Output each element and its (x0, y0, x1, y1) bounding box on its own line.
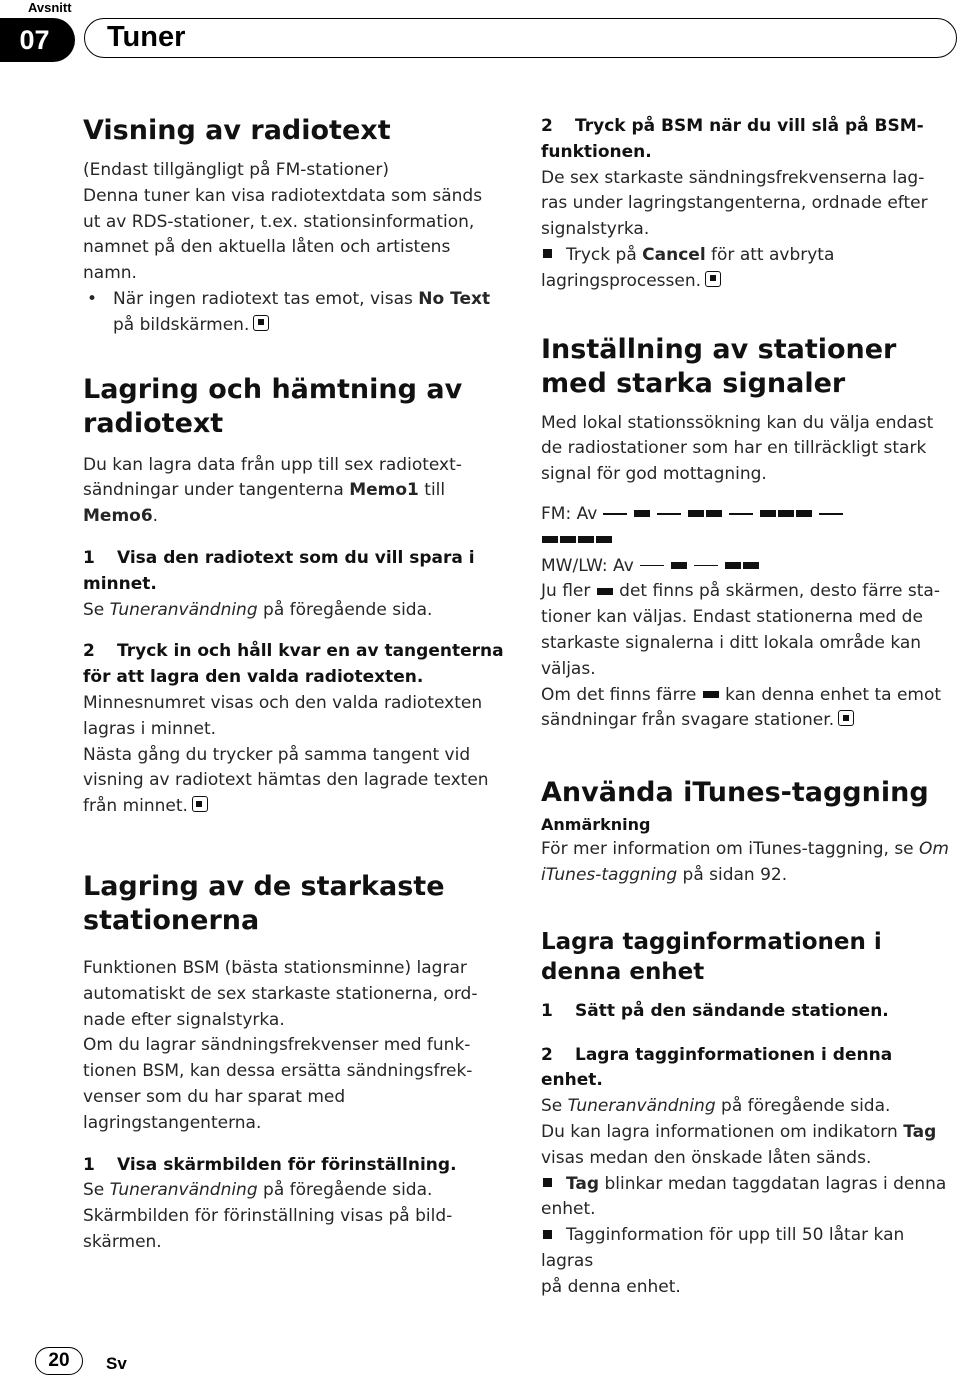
signal-bar-icon (634, 510, 650, 517)
heading-store-radiotext: Lagring och hämtning av radiotext (83, 373, 463, 439)
note-heading: Anmärkning (541, 815, 651, 835)
signal-bar-icon (597, 588, 613, 595)
paragraph-line: signal för god mottagning. (541, 464, 767, 485)
paragraph-line: automatiskt de sex starkaste stationerna, ord- (83, 983, 478, 1004)
paragraph-line: Memo6. (83, 506, 159, 527)
paragraph-line: Denna tuner kan visa radiotextdata som sänds (83, 185, 483, 206)
chapter-title: Tuner (107, 21, 186, 53)
paragraph-line: Skärmbilden för förinställning visas på bild- (83, 1206, 453, 1227)
bullet-icon: • (87, 288, 98, 309)
signal-bar-icon (688, 510, 704, 517)
paragraph-line: iTunes-taggning på sidan 92. (541, 864, 788, 885)
fm-sequence-cont (541, 528, 959, 554)
paragraph-line: Funktionen BSM (bästa stationsminne) lagrar (83, 957, 467, 978)
paragraph-line: ut av RDS-stationer, t.ex. stationsinformation, (83, 211, 475, 232)
step-heading: 2 Tryck in och håll kvar en av tangenterna (83, 641, 504, 662)
signal-bar-icon (706, 510, 722, 517)
signal-bar-icon (778, 510, 794, 517)
tag-label: Tag (566, 1173, 600, 1194)
cross-reference: Se Tuneranvändning på föregående sida. (83, 1180, 433, 1201)
paragraph-line: Nästa gång du trycker på samma tangent vid (83, 744, 471, 765)
signal-bar-icon (542, 536, 558, 543)
heading-itunes-tagging: Använda iTunes-taggning (541, 777, 929, 809)
step-heading: 1 Sätt på den sändande stationen. (541, 1000, 889, 1021)
paragraph-line: Om du lagrar sändningsfrekvenser med funk- (83, 1035, 471, 1056)
step-heading: 2 Lagra tagginformationen i denna (541, 1044, 893, 1065)
step-heading-cont: för att lagra den valda radiotexten. (83, 667, 424, 688)
paragraph-line: ras under lagringstangenterna, ordnade efter (541, 193, 928, 214)
paragraph-line: visas medan den önskade låten sänds. (541, 1147, 872, 1168)
paragraph-line: tioner kan väljas. Endast stationerna med de (541, 607, 923, 628)
bullet-item: Tagginformation för upp till 50 låtar kan lagras (541, 1225, 905, 1271)
paragraph-line: starkaste signalerna i ditt lokala område kan (541, 632, 922, 653)
step-heading-cont: enhet. (541, 1070, 603, 1091)
paragraph-line: från minnet. (83, 794, 508, 820)
paragraph-line: skärmen. (83, 1231, 162, 1252)
paragraph-line: Med lokal stationssökning kan du välja endast (541, 412, 934, 433)
paragraph-line: Om det finns färre kan denna enhet ta emot (541, 684, 942, 705)
square-bullet-icon (543, 1230, 552, 1239)
bullet-continuation: enhet. (541, 1199, 596, 1220)
cross-reference: Se Tuneranvändning på föregående sida. (83, 599, 433, 620)
memo6-label: Memo6 (83, 506, 153, 527)
paragraph-line: Du kan lagra informationen om indikatorn Tag (541, 1121, 937, 1142)
paragraph-line: sändningar från svagare stationer. (541, 708, 959, 734)
signal-bar-icon (596, 536, 612, 543)
end-mark-icon (253, 315, 269, 331)
paragraph-line: de radiostationer som har en tillräckligt stark (541, 438, 927, 459)
left-column (83, 108, 508, 1256)
tuner-usage-link: Tuneranvändning (109, 599, 258, 620)
paragraph-line: Minnesnumret visas och den valda radiotexten (83, 692, 483, 713)
language-code: Sv (106, 1354, 127, 1373)
paragraph-line: namn. (83, 263, 137, 284)
signal-bar-icon (671, 562, 687, 569)
paragraph-line: nade efter signalstyrka. (83, 1009, 285, 1030)
step-heading: 1 Visa den radiotext som du vill spara i (83, 547, 475, 568)
end-mark-icon (705, 271, 721, 287)
signal-bar-icon (725, 562, 741, 569)
no-text-label: No Text (418, 288, 491, 309)
step-heading: 1 Visa skärmbilden för förinställning. (83, 1154, 457, 1175)
bullet-continuation: lagringsprocessen. (541, 269, 959, 295)
paragraph-line: För mer information om iTunes-taggning, se Om (541, 839, 949, 860)
itunes-tagging-link: iTunes-taggning (541, 864, 678, 885)
step-heading-cont: minnet. (83, 573, 157, 594)
paragraph-line: signalstyrka. (541, 219, 650, 240)
tuner-usage-link: Tuneranvändning (567, 1096, 716, 1117)
mwlw-sequence: MW/LW: Av (541, 554, 959, 580)
heading-store-strongest: Lagring av de starkaste stationerna (83, 870, 445, 936)
paragraph-line: sändningar under tangenterna Memo1 till (83, 480, 446, 501)
paragraph-line: lagras i minnet. (83, 718, 217, 739)
paragraph-line: visning av radiotext hämtas den lagrade texten (83, 770, 489, 791)
chapter-header (84, 18, 957, 58)
end-mark-icon (838, 710, 854, 726)
end-mark-icon (192, 796, 208, 812)
bullet-item: Tag blinkar medan taggdatan lagras i denna (541, 1172, 959, 1198)
paragraph-line: lagringstangenterna. (83, 1112, 262, 1133)
paragraph-line: tionen BSM, kan dessa ersätta sändningsfrek- (83, 1061, 473, 1082)
signal-bar-icon (743, 562, 759, 569)
paragraph-line: (Endast tillgängligt på FM-stationer) (83, 160, 389, 180)
heading-local-seek: Inställning av stationer med starka signaler (541, 333, 897, 399)
heading-radiotext: Visning av radiotext (83, 115, 391, 146)
bullet-continuation: på bildskärmen. (83, 313, 508, 339)
section-label: Avsnitt (28, 0, 72, 15)
memo1-label: Memo1 (349, 480, 419, 501)
page-number: 20 (35, 1347, 83, 1375)
signal-bar-icon (796, 510, 812, 517)
cross-reference: Se Tuneranvändning på föregående sida. (541, 1096, 891, 1117)
right-column (541, 108, 959, 1301)
bullet-item: • När ingen radiotext tas emot, visas No Text (83, 287, 508, 313)
paragraph-line: väljas. (541, 658, 596, 679)
heading-store-tag-info: Lagra tagginformationen i denna enhet (541, 928, 882, 985)
tag-label: Tag (903, 1121, 937, 1142)
cancel-label: Cancel (642, 244, 706, 265)
tuner-usage-link: Tuneranvändning (109, 1180, 258, 1201)
bullet-continuation: på denna enhet. (541, 1276, 681, 1297)
fm-sequence: FM: Av (541, 502, 959, 528)
section-number: 07 (0, 18, 75, 62)
signal-bar-icon (560, 536, 576, 543)
square-bullet-icon (543, 249, 552, 258)
bullet-item: Tryck på Cancel för att avbryta (541, 243, 959, 269)
paragraph-line: venser som du har sparat med (83, 1086, 346, 1107)
paragraph-line: De sex starkaste sändningsfrekvenserna lag- (541, 167, 925, 188)
signal-bar-icon (703, 691, 719, 698)
paragraph-line: namnet på den aktuella låten och artistens (83, 237, 451, 258)
step-heading-cont: funktionen. (541, 141, 652, 162)
signal-bar-icon (578, 536, 594, 543)
step-heading: 2 Tryck på BSM när du vill slå på BSM- (541, 116, 924, 136)
square-bullet-icon (543, 1178, 552, 1187)
itunes-tagging-link: Om (919, 839, 949, 860)
signal-bar-icon (760, 510, 776, 517)
paragraph-line: Du kan lagra data från upp till sex radiotext- (83, 454, 462, 475)
paragraph-line: Ju fler det finns på skärmen, desto färre sta- (541, 581, 940, 602)
